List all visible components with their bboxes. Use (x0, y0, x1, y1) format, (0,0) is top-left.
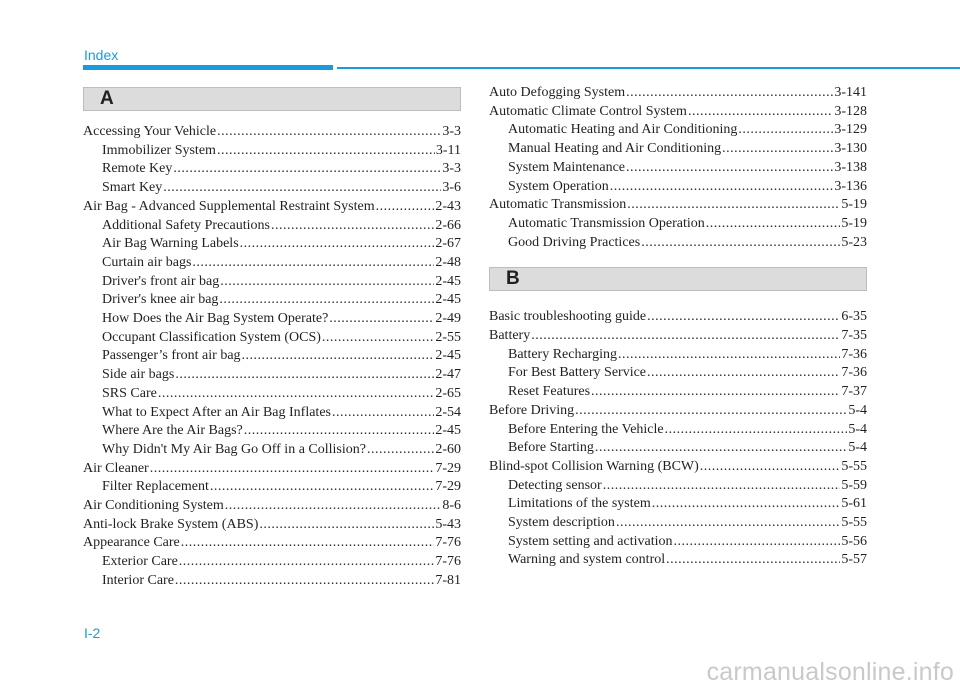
index-entry (489, 196, 867, 215)
index-subentry (83, 160, 461, 179)
entry-page: 6-35 (841, 309, 867, 325)
index-entry (83, 497, 461, 516)
dot-leader (163, 179, 441, 198)
entry-term: Interior Care (102, 572, 174, 588)
entry-term: Before Driving (489, 402, 575, 418)
section-header-a (83, 87, 461, 111)
entry-page: 7-36 (841, 365, 867, 381)
entry-page: 2-45 (435, 348, 461, 364)
dot-leader (595, 439, 847, 458)
entry-page: 5-59 (841, 477, 867, 493)
entry-page: 2-66 (435, 217, 461, 233)
index-subentry (83, 422, 461, 441)
dot-leader (665, 421, 848, 440)
entry-page: 3-128 (834, 103, 867, 119)
index-subentry (83, 329, 461, 348)
dot-leader (626, 84, 833, 103)
index-subentry (83, 235, 461, 254)
entry-term: System Maintenance (508, 159, 626, 175)
entry-page: 3-129 (834, 122, 867, 138)
index-subentry (83, 366, 461, 385)
entry-term: System setting and activation (508, 533, 673, 549)
entry-term: System description (508, 515, 615, 531)
index-column-left (83, 87, 461, 591)
entry-term: Before Starting (508, 440, 594, 456)
entry-term: For Best Battery Service (508, 365, 647, 381)
entry-page: 7-29 (435, 460, 461, 476)
entry-term: Side air bags (102, 367, 175, 383)
entry-term: Limitations of the system (508, 496, 651, 512)
index-subentry (489, 346, 867, 365)
entry-page: 5-4 (848, 402, 867, 418)
dot-leader (575, 402, 847, 421)
dot-leader (329, 310, 434, 329)
entry-page: 7-81 (435, 572, 461, 588)
entry-term: Reset Features (508, 384, 591, 400)
entry-term: Smart Key (102, 180, 163, 196)
entry-term: SRS Care (102, 385, 157, 401)
dot-leader (150, 460, 435, 479)
index-subentry (489, 421, 867, 440)
index-subentry (83, 572, 461, 591)
index-entry (83, 198, 461, 217)
index-subentry (83, 179, 461, 198)
dot-leader (531, 327, 840, 346)
entry-term: Appearance Care (83, 535, 180, 551)
index-subentry (83, 273, 461, 292)
entry-term: What to Expect After an Air Bag Inflates (102, 404, 331, 420)
header-rule-thick (83, 65, 333, 70)
entry-page: 2-48 (435, 254, 461, 270)
entry-term: System Operation (508, 178, 609, 194)
entry-page: 3-6 (442, 180, 461, 196)
index-entry (489, 308, 867, 327)
entry-term: Good Driving Practices (508, 234, 641, 250)
dot-leader (591, 383, 840, 402)
entry-term: Air Conditioning System (83, 498, 224, 514)
index-subentry (83, 217, 461, 236)
entry-term: Remote Key (102, 161, 173, 177)
entry-page: 5-55 (841, 458, 867, 474)
dot-leader (175, 366, 434, 385)
entry-term: Air Bag Warning Labels (102, 236, 239, 252)
entry-term: Automatic Transmission Operation (508, 215, 705, 231)
dot-leader (192, 254, 434, 273)
entry-page: 5-43 (435, 516, 461, 532)
dot-leader (158, 385, 434, 404)
entry-page: 5-4 (848, 421, 867, 437)
index-subentry (83, 478, 461, 497)
entry-page: 3-141 (834, 85, 867, 100)
entry-term: Battery Recharging (508, 346, 617, 362)
page-title: Index (84, 47, 119, 63)
index-entry (489, 402, 867, 421)
index-entry (83, 460, 461, 479)
entry-page: 3-11 (435, 142, 461, 158)
entry-term: Auto Defogging System (489, 85, 626, 100)
entry-page: 3-3 (442, 161, 461, 177)
dot-leader (626, 159, 833, 178)
index-subentry (83, 254, 461, 273)
index-subentry (489, 140, 867, 159)
entry-term: Accessing Your Vehicle (83, 124, 217, 139)
dot-leader (271, 217, 434, 236)
entry-page: 5-23 (841, 234, 867, 250)
entry-page: 5-57 (841, 552, 867, 568)
entry-page: 2-55 (435, 329, 461, 345)
dot-leader (225, 497, 442, 516)
entry-page: 5-55 (841, 515, 867, 531)
dot-leader (332, 404, 434, 423)
index-entry (489, 103, 867, 122)
entry-page: 5-19 (841, 197, 867, 213)
index-subentry (489, 551, 867, 570)
entry-term: Why Didn't My Air Bag Go Off in a Collision? (102, 441, 366, 457)
dot-leader (244, 422, 435, 441)
dot-leader (706, 215, 841, 234)
entry-term: Air Cleaner (83, 460, 149, 476)
entry-page: 2-45 (435, 273, 461, 289)
entry-term: Blind-spot Collision Warning (BCW) (489, 458, 699, 474)
index-subentry (489, 439, 867, 458)
entry-term: Automatic Climate Control System (489, 103, 687, 119)
dot-leader (376, 198, 435, 217)
entry-term: Filter Replacement (102, 479, 209, 495)
dot-leader (181, 534, 435, 553)
index-subentry (489, 514, 867, 533)
dot-leader (666, 551, 840, 570)
dot-leader (641, 234, 840, 253)
entry-page: 7-36 (841, 346, 867, 362)
entry-term: Exterior Care (102, 554, 178, 570)
dot-leader (322, 329, 434, 348)
index-subentry (489, 364, 867, 383)
index-subentry (83, 347, 461, 366)
entry-page: 5-56 (841, 533, 867, 549)
entry-term: Driver's knee air bag (102, 292, 219, 308)
entry-term: Battery (489, 328, 531, 344)
entry-term: Automatic Transmission (489, 197, 627, 213)
entry-term: Immobilizer System (102, 142, 216, 158)
section-header-b (489, 267, 867, 291)
entry-term: Curtain air bags (102, 254, 192, 270)
dot-leader (220, 273, 434, 292)
entry-page: 2-47 (435, 367, 461, 383)
entry-page: 2-54 (435, 404, 461, 420)
index-subentry (83, 142, 461, 161)
entry-term: Air Bag - Advanced Supplemental Restraint System (83, 198, 375, 214)
entry-term: Where Are the Air Bags? (102, 423, 243, 439)
entry-page: 7-35 (841, 328, 867, 344)
dot-leader (240, 235, 435, 254)
dot-leader (610, 178, 834, 197)
index-subentry (489, 215, 867, 234)
entry-term: Warning and system control (508, 552, 666, 568)
entry-page: 3-136 (834, 178, 867, 194)
entry-page: 7-76 (435, 535, 461, 551)
entry-term: Driver's front air bag (102, 273, 220, 289)
entry-term: Passenger’s front air bag (102, 348, 241, 364)
index-subentry (489, 234, 867, 253)
entry-page: 3-3 (442, 124, 461, 139)
index-entry (83, 516, 461, 535)
dot-leader (616, 514, 840, 533)
index-subentry (83, 553, 461, 572)
dot-leader (179, 553, 435, 572)
entry-term: Manual Heating and Air Conditioning (508, 141, 722, 157)
index-entry (83, 123, 461, 142)
index-entry (489, 84, 867, 103)
entry-page: 5-61 (841, 496, 867, 512)
dot-leader (652, 495, 841, 514)
dot-leader (217, 123, 441, 142)
entry-term: Occupant Classification System (OCS) (102, 329, 321, 345)
dot-leader (688, 103, 833, 122)
watermark: carmanualsonline.info (706, 658, 954, 686)
entry-page: 7-29 (435, 479, 461, 495)
entry-page: 2-67 (435, 236, 461, 252)
index-subentry (83, 385, 461, 404)
entry-page: 2-45 (435, 292, 461, 308)
dot-leader (173, 160, 441, 179)
dot-leader (673, 533, 840, 552)
dot-leader (217, 142, 435, 161)
dot-leader (647, 364, 840, 383)
entry-page: 2-49 (435, 311, 461, 327)
entry-term: Detecting sensor (508, 477, 602, 493)
header-rule-thin (337, 67, 960, 69)
index-subentry (489, 159, 867, 178)
entry-page: 2-60 (435, 441, 461, 457)
entry-page: 2-45 (435, 423, 461, 439)
dot-leader (722, 140, 833, 159)
entry-page: 3-138 (834, 159, 867, 175)
dot-leader (627, 196, 840, 215)
dot-leader (242, 347, 435, 366)
index-subentry (83, 404, 461, 423)
dot-leader (259, 516, 434, 535)
dot-leader (647, 308, 840, 327)
index-entry (83, 534, 461, 553)
entry-page: 7-76 (435, 554, 461, 570)
index-subentry (489, 383, 867, 402)
entry-page: 5-19 (841, 215, 867, 231)
index-subentry (83, 441, 461, 460)
dot-leader (175, 572, 434, 591)
entry-term: Basic troubleshooting guide (489, 309, 647, 325)
dot-leader (210, 478, 434, 497)
entry-page: 5-4 (848, 440, 867, 456)
section-letter: B (506, 268, 520, 290)
entry-term: How Does the Air Bag System Operate? (102, 311, 329, 327)
entry-page: 8-6 (442, 498, 461, 514)
dot-leader (219, 291, 434, 310)
entry-term: Anti-lock Brake System (ABS) (83, 516, 259, 532)
dot-leader (738, 121, 833, 140)
dot-leader (618, 346, 840, 365)
index-subentry (489, 533, 867, 552)
dot-leader (367, 441, 434, 460)
index-subentry (489, 477, 867, 496)
section-letter: A (100, 88, 114, 109)
index-subentry (489, 121, 867, 140)
entry-page: 7-37 (841, 384, 867, 400)
index-subentry (489, 178, 867, 197)
entry-term: Before Entering the Vehicle (508, 421, 664, 437)
dot-leader (700, 458, 841, 477)
entry-page: 2-65 (435, 385, 461, 401)
index-subentry (489, 495, 867, 514)
index-entry (489, 327, 867, 346)
entry-page: 2-43 (435, 198, 461, 214)
page-number: I-2 (84, 625, 101, 641)
entry-term: Additional Safety Precautions (102, 217, 270, 233)
dot-leader (603, 477, 841, 496)
entry-page: 3-130 (834, 141, 867, 157)
index-subentry (83, 310, 461, 329)
entry-term: Automatic Heating and Air Conditioning (508, 122, 738, 138)
index-column-right (489, 84, 867, 570)
index-subentry (83, 291, 461, 310)
index-entry (489, 458, 867, 477)
